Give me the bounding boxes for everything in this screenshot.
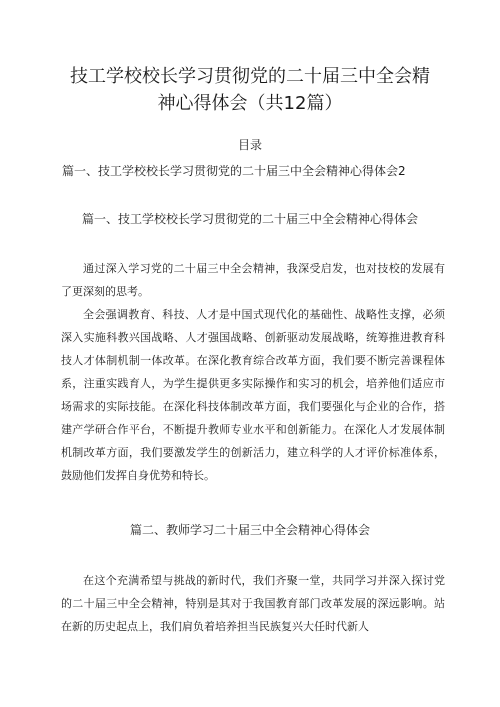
section-2-paragraph-1: 在这个充满希望与挑战的新时代，我们齐聚一堂，共同学习并深入探讨党的二十届三中全会精神，特别是其对于我国教育部门改革发展的深远影响。站在新的历史起点上，我们肩负着培养担当民族复兴大任时代新人 <box>61 574 445 633</box>
document-title <box>40 63 460 117</box>
section-1-heading: 篇一、技工学校校长学习贯彻党的二十届三中全会精神心得体会 <box>81 212 418 226</box>
section-2-heading: 篇二、教师学习二十届三中全会精神心得体会 <box>129 523 370 537</box>
toc-item-1[interactable]: 篇一、技工学校校长学习贯彻党的二十届三中全会精神心得体会2 <box>62 164 406 178</box>
document-title-line-1: 技工学校校长学习贯彻党的二十届三中全会精 <box>70 66 430 87</box>
section-1-paragraph-2: 全会强调教育、科技、人才是中国式现代化的基础性、战略性支撑，必须深入实施科教兴国战略、人才强国战略、创新驱动发展战略，统筹推进教育科技人才体制机制一体改革。在深化教育综合改革方面，我们要不断完善课程体系，注重实践育人，为学生提供更多实际操作和实习的机会，培养他们适应市场需求的实际技能。在深化科技体制改革方面，我们要强化与企业的合作，搭建产学研合作平台，不断提升教师专业水平和创新能力。在深化人才发展体制机制改革方面，我们要激发学生的创新活力，建立科学的人才评价标准体系，鼓励他们发挥自身优势和特长。 <box>61 308 445 482</box>
section-1-paragraph-1: 通过深入学习党的二十届三中全会精神，我深受启发，也对技校的发展有了更深刻的思考。 <box>61 262 445 298</box>
toc-heading: 目录 <box>237 138 262 152</box>
document-title-line-2: 神心得体会（共12篇） <box>157 93 343 114</box>
